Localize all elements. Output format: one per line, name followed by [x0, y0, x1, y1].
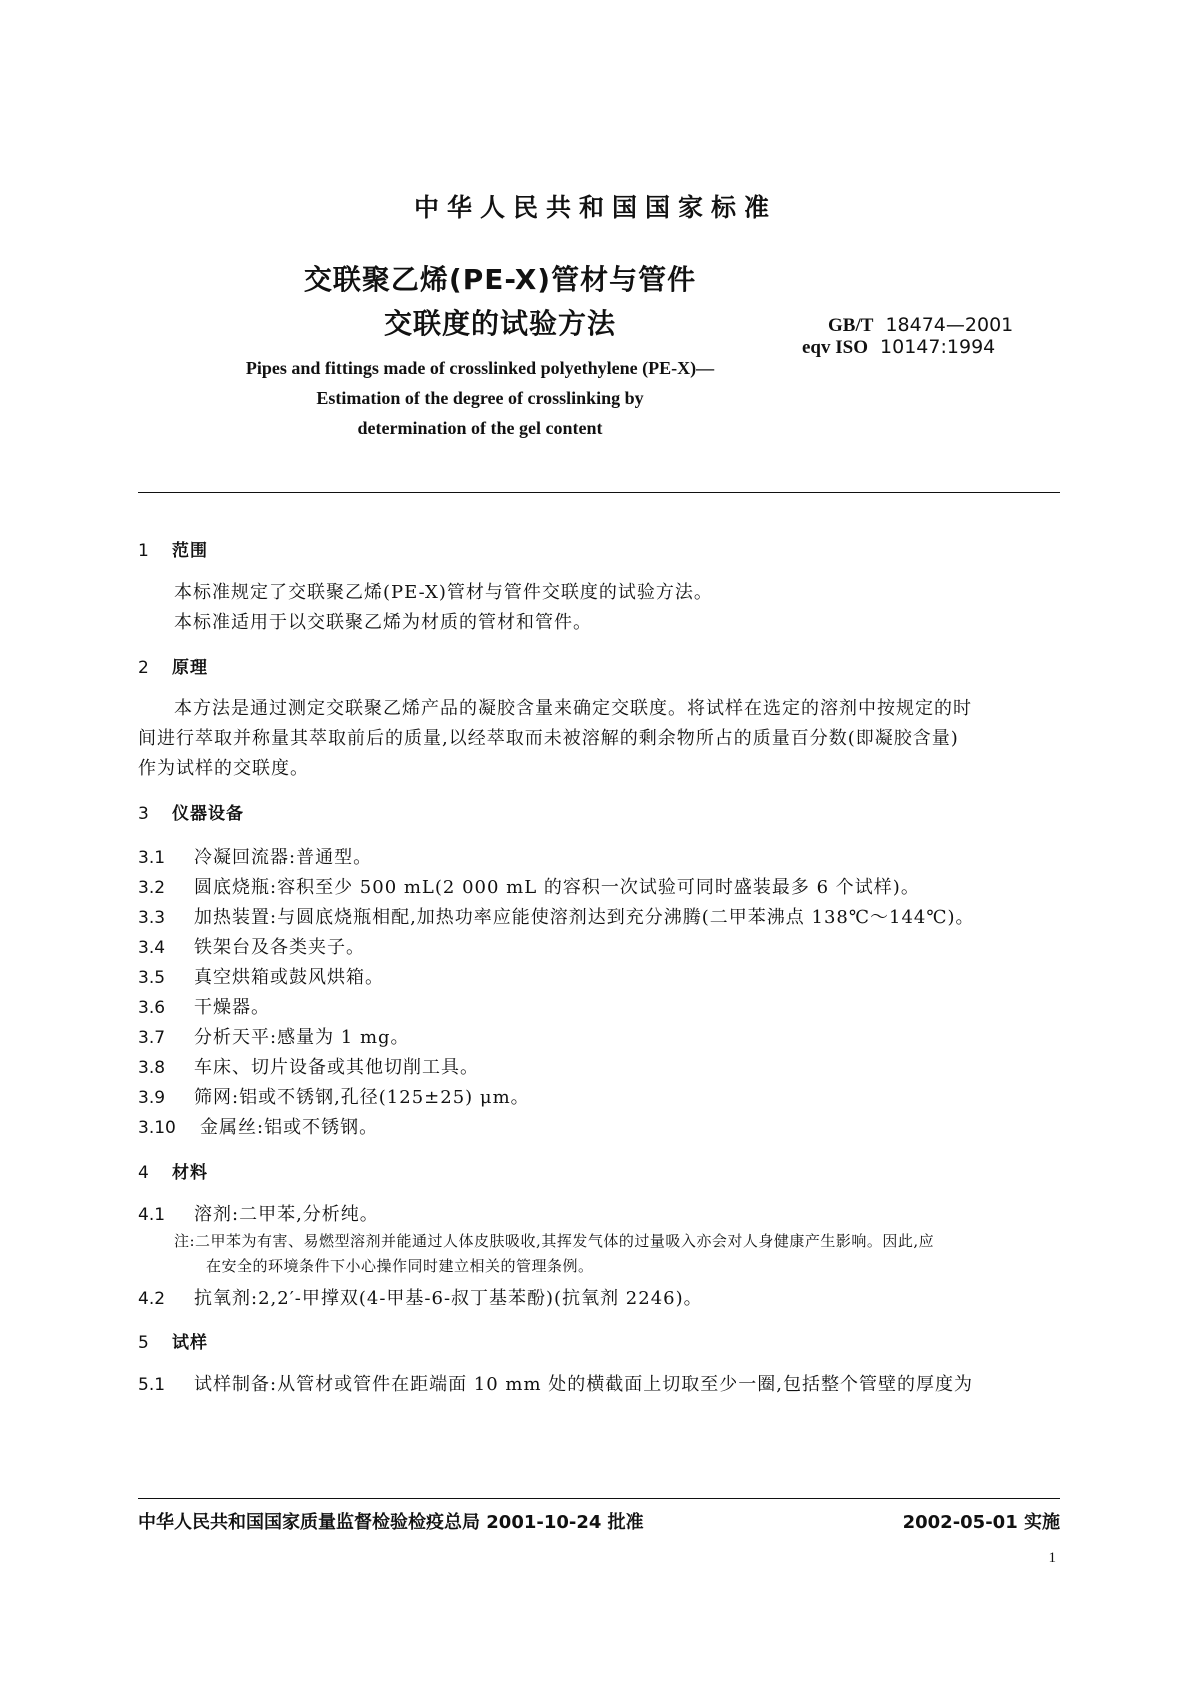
item-number: 3.9 [138, 1088, 166, 1108]
item-number: 3.3 [138, 908, 166, 928]
section-1-title: 范围 [172, 541, 208, 561]
list-item [138, 903, 975, 929]
footer-divider [138, 1498, 1060, 1499]
note-line-1: 注:二甲苯为有害、易燃型溶剂并能通过人体皮肤吸收,其挥发气体的过量吸入亦会对人身健康产生影响。因此,应 [174, 1232, 935, 1250]
title-cn-line2: 交联度的试验方法 [383, 307, 616, 340]
note-line-2: 在安全的环境条件下小心操作同时建立相关的管理条例。 [206, 1257, 594, 1275]
item-text: 车床、切片设备或其他切削工具。 [194, 1057, 479, 1078]
title-en-line2: Estimation of the degree of crosslinking by [316, 388, 644, 408]
eqv-prefix: eqv ISO [802, 337, 868, 358]
list-item [138, 1370, 973, 1396]
national-standard-heading: 中华人民共和国国家标准 [413, 193, 777, 222]
item-text: 试样制备:从管材或管件在距端面 10 mm 处的横截面上切取至少一圈,包括整个管壁的厚度为 [194, 1374, 973, 1395]
title-en-line1: Pipes and fittings made of crosslinked polyethylene (PE-X)— [245, 358, 715, 378]
list-item [138, 963, 384, 989]
section-2-line-1: 本方法是通过测定交联聚乙烯产品的凝胶含量来确定交联度。将试样在选定的溶剂中按规定的时 [174, 698, 972, 719]
section-2-title: 原理 [172, 658, 208, 678]
section-2-line-3: 作为试样的交联度。 [138, 758, 309, 779]
list-item [138, 1023, 410, 1049]
item-number: 3.7 [138, 1028, 166, 1048]
eqv-number: 10147:1994 [880, 336, 996, 358]
section-2-number: 2 [138, 658, 150, 678]
standard-code [828, 314, 1013, 337]
section-2-line-2: 间进行萃取并称量其萃取前后的质量,以经萃取而未被溶解的剩余物所占的质量百分数(即凝胶含量) [138, 728, 959, 749]
page-number: 1 [1048, 1550, 1056, 1566]
title-cn-line1: 交联聚乙烯(PE-X)管材与管件 [303, 263, 697, 296]
code-prefix: GB/T [828, 315, 874, 336]
item-text: 干燥器。 [194, 997, 270, 1018]
list-item [138, 843, 372, 869]
item-text: 真空烘箱或鼓风烘箱。 [194, 967, 384, 988]
section-1-heading [138, 536, 208, 561]
section-1-paragraph-1: 本标准规定了交联聚乙烯(PE-X)管材与管件交联度的试验方法。 [174, 582, 713, 603]
item-text: 抗氧剂:2,2′-甲撑双(4-甲基-6-叔丁基苯酚)(抗氧剂 2246)。 [194, 1288, 703, 1309]
item-text: 分析天平:感量为 1 mg。 [194, 1027, 410, 1048]
list-item [138, 873, 920, 899]
item-text: 冷凝回流器:普通型。 [194, 847, 373, 868]
list-item [138, 1200, 379, 1226]
section-1-number: 1 [138, 541, 150, 561]
section-2-heading [138, 653, 208, 678]
item-number: 3.2 [138, 878, 166, 898]
section-5-number: 5 [138, 1333, 150, 1353]
section-5-heading [138, 1328, 208, 1353]
list-item [138, 1083, 530, 1109]
item-number: 3.5 [138, 968, 166, 988]
section-3-heading [138, 799, 244, 824]
item-number: 4.1 [138, 1205, 166, 1225]
item-text: 溶剂:二甲苯,分析纯。 [194, 1204, 379, 1225]
section-4-heading [138, 1158, 208, 1183]
list-item [138, 1053, 479, 1079]
section-3-number: 3 [138, 804, 150, 824]
item-text: 圆底烧瓶:容积至少 500 mL(2 000 mL 的容积一次试验可同时盛装最多 6 个试样)。 [194, 877, 920, 898]
list-item [138, 993, 270, 1019]
item-text: 金属丝:铝或不锈钢。 [200, 1117, 379, 1138]
header-divider [138, 492, 1060, 493]
item-number: 3.4 [138, 938, 166, 958]
item-text: 筛网:铝或不锈钢,孔径(125±25) μm。 [194, 1087, 530, 1108]
section-4-number: 4 [138, 1163, 150, 1183]
item-number: 5.1 [138, 1375, 166, 1395]
title-en-line3: determination of the gel content [357, 418, 603, 438]
list-item [138, 1284, 703, 1310]
code-number: 18474—2001 [885, 314, 1014, 336]
item-number: 4.2 [138, 1289, 166, 1309]
section-5-title: 试样 [172, 1333, 208, 1353]
item-number: 3.6 [138, 998, 166, 1018]
item-number: 3.8 [138, 1058, 166, 1078]
item-text: 铁架台及各类夹子。 [194, 937, 365, 958]
equivalent-standard [802, 336, 995, 359]
section-3-title: 仪器设备 [172, 804, 244, 824]
item-number: 3.1 [138, 848, 166, 868]
effective-date: 2002-05-01 实施 [902, 1512, 1060, 1533]
item-text: 加热装置:与圆底烧瓶相配,加热功率应能使溶剂达到充分沸腾(二甲苯沸点 138℃～144℃)。 [194, 907, 975, 928]
issue-info: 中华人民共和国国家质量监督检验检疫总局 2001-10-24 批准 [138, 1512, 644, 1533]
section-4-title: 材料 [172, 1163, 208, 1183]
item-number: 3.10 [138, 1118, 176, 1138]
list-item [138, 1113, 378, 1139]
section-1-paragraph-2: 本标准适用于以交联聚乙烯为材质的管材和管件。 [174, 612, 592, 633]
list-item [138, 933, 365, 959]
